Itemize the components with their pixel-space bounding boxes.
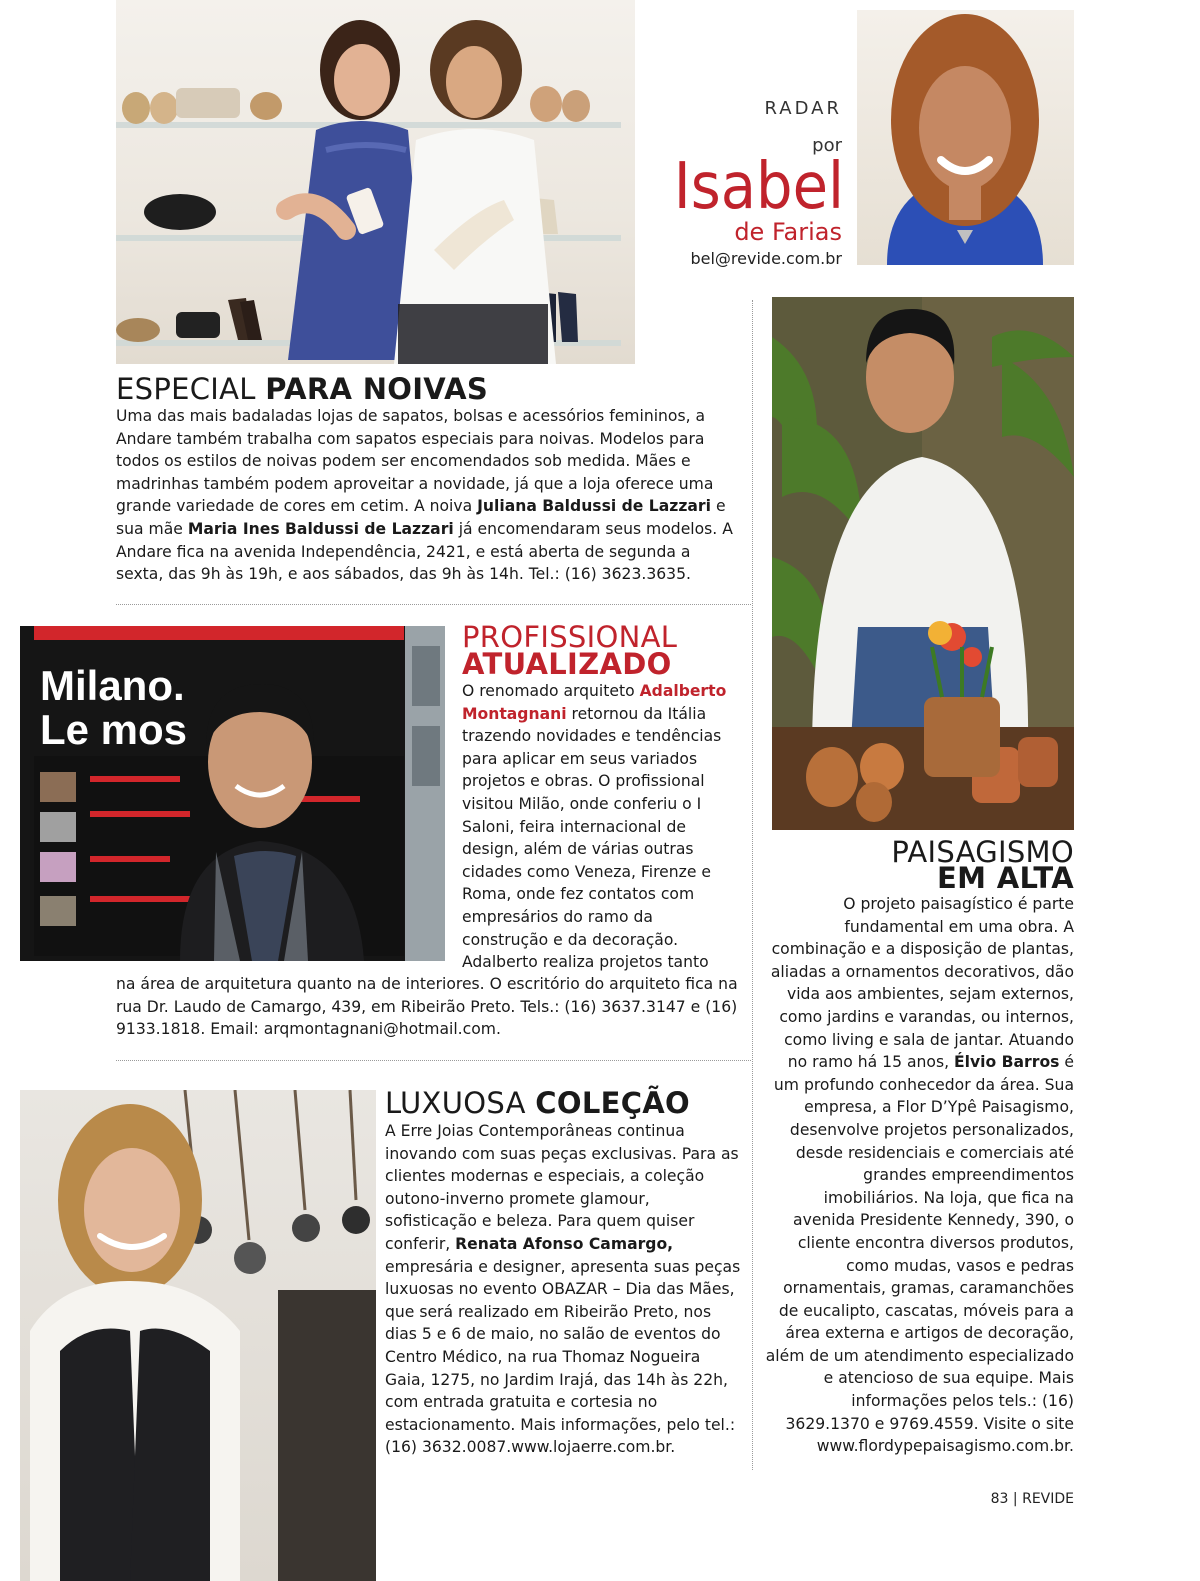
profissional-title-light: PROFISSIONAL bbox=[462, 620, 678, 654]
paisagismo-text-2: é um profundo conhecedor da área. Sua empresa, a Flor D’Ypê Paisagismo, desenvolve projetos personalizados, desde residenciais e comerciais até grandes empreendimentos imobiliários. Na loja, que fica na avenida Presidente Kennedy, 390, o cliente encontra diversos produtos, como mudas, vasos e pedras ornamentais, gramas, caramanchões de eucalipto, cascatas, móveis para a área externa e artigos de decoração, além de um atendimento especializado e atencioso de sua equipe. Mais informações pelos tels.: (16) 3629.1370 e 9769.4559. Visite o site www.flordypepaisagismo.com.br. bbox=[765, 1053, 1074, 1456]
paisagismo-body bbox=[764, 893, 1074, 1458]
profissional-text-2: retornou da Itália trazendo novidades e tendências para aplicar em seus variados projetos e obras. O profissional visitou Milão, onde conferiu o I Saloni, feira internacional de design, além de várias outras cidades como Veneza, Firenze e Roma, onde fez contatos com empresários do ramo da construção e da decoração. Adalberto realiza projetos tanto bbox=[462, 704, 722, 972]
luxuosa-text-2: empresária e designer, apresenta suas peças luxuosas no evento OBAZAR – Dia das Mães, que será realizado em Ribeirão Preto, nos dias 5 e 6 de maio, no salão de eventos do Centro Médico, na rua Thomaz Nogueira Gaia, 1275, no Jardim Irajá, das 14h às 22h, com entrada gratuita e cortesia no estacionamento. Mais informações, pelo tel.: (16) 3632.0087.www.lojaerre.com.br. bbox=[385, 1257, 741, 1457]
noivas-body bbox=[116, 405, 741, 586]
paisagismo-title-bold: EM ALTA bbox=[937, 861, 1074, 895]
column-by: por bbox=[812, 135, 842, 156]
footer-separator: | bbox=[1012, 1491, 1018, 1507]
luxuosa-title-light: LUXUOSA bbox=[385, 1086, 526, 1120]
luxuosa-title-bold: COLEÇÃO bbox=[535, 1086, 690, 1120]
column-author-last: de Farias bbox=[734, 218, 842, 246]
poster-line-2: Le mos bbox=[40, 708, 188, 752]
author-photo bbox=[857, 10, 1074, 265]
luxuosa-name: Renata Afonso Camargo, bbox=[455, 1234, 674, 1253]
noivas-text-1: Uma das mais badaladas lojas de sapatos, bolsas e acessórios femininos, a Andare também trabalha com sapatos especiais para noivas. Modelos para todos os estilos de noivas podem ser encomendados sob medida. Mães e madrinhas também podem aproveitar a novidade, já que a loja oferece uma grande variedade de cores em cetim. A noiva bbox=[116, 407, 714, 516]
profissional-title-bold: ATUALIZADO bbox=[462, 647, 672, 681]
profissional-text-1: O renomado arquiteto bbox=[462, 682, 640, 700]
paisagismo-name: Élvio Barros bbox=[954, 1053, 1060, 1072]
magazine-name: REVIDE bbox=[1022, 1491, 1074, 1507]
noivas-name-mother: Maria Ines Baldussi de Lazzari bbox=[187, 519, 454, 538]
page-number: 83 bbox=[990, 1491, 1009, 1507]
poster-line-1: Milano. bbox=[40, 662, 185, 709]
noivas-text-2: e sua mãe bbox=[116, 497, 726, 538]
noivas-name-bride: Juliana Baldussi de Lazzari bbox=[477, 497, 711, 516]
column-section: RADAR bbox=[764, 98, 842, 119]
luxuosa-title bbox=[385, 1087, 690, 1119]
jewelry-photo bbox=[20, 1090, 376, 1581]
paisagismo-title-light: PAISAGISMO bbox=[891, 835, 1074, 869]
column-author-first: Isabel bbox=[673, 150, 844, 224]
profissional-body-2: na área de arquitetura quanto na de interiores. O escritório do arquiteto fica na rua Dr. Laudo de Camargo, 439, em Ribeirão Preto. Tels.: (16) 3637.3147 e (16) 9133.1818. Email: arqmontagnani@hotmail.com. bbox=[116, 975, 738, 1039]
noivas-text-3: já encomendaram seus modelos. A Andare fica na avenida Independência, 2421, e está aberta de segunda a sexta, das 9h às 19h, e aos sábados, das 9h às 14h. Tel.: (16) 3623.3635. bbox=[116, 519, 733, 584]
architect-photo bbox=[20, 626, 445, 961]
luxuosa-body bbox=[385, 1120, 741, 1459]
column-divider bbox=[752, 300, 753, 1470]
noivas-title-bold: PARA NOIVAS bbox=[265, 372, 489, 406]
profissional-name: Adalberto Montagnani bbox=[462, 682, 727, 723]
divider-2 bbox=[116, 1060, 751, 1061]
page-footer bbox=[991, 1491, 1074, 1507]
profissional-body-1 bbox=[462, 680, 741, 974]
noivas-title-light: ESPECIAL bbox=[116, 372, 256, 406]
noivas-photo bbox=[116, 0, 635, 364]
landscaper-photo bbox=[772, 297, 1074, 830]
paisagismo-text-1: O projeto paisagístico é parte fundamental em uma obra. A combinação e a disposição de plantas, aliadas a ornamentos decorativos, dão vida aos ambientes, sejam externos, como jardins e varandas, ou internos, como living e sala de jantar. Atuando no ramo há 15 anos, bbox=[770, 895, 1074, 1072]
divider-1 bbox=[116, 604, 751, 605]
noivas-title bbox=[116, 373, 488, 405]
column-email[interactable]: bel@revide.com.br bbox=[690, 249, 842, 268]
luxuosa-text-1: A Erre Joias Contemporâneas continua inovando com suas peças exclusivas. Para as clientes modernas e especiais, a coleção outono-inverno promete glamour, sofisticação e beleza. Para quem quiser conferir, bbox=[385, 1122, 739, 1253]
